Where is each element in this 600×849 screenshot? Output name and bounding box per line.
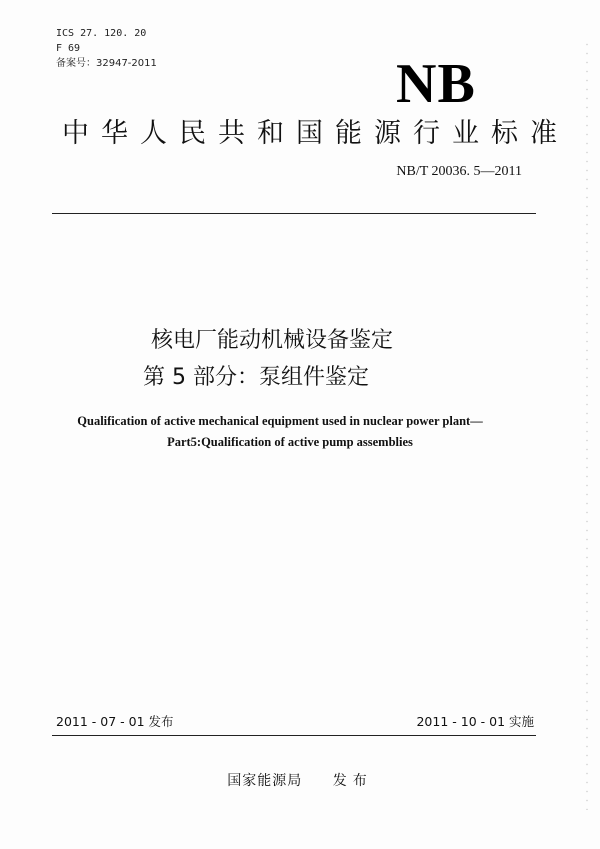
chinese-title-line-1: 核电厂能动机械设备鉴定 <box>150 328 393 353</box>
standard-number: NB/T 20036. 5—2011 <box>396 164 522 179</box>
record-number: 备案号：32947-2011 <box>56 58 157 69</box>
nb-logo: NB <box>396 53 476 115</box>
scan-edge-dots <box>584 40 590 810</box>
issue-date: 2011 - 07 - 01 发布 <box>56 714 174 729</box>
issuer-line <box>0 772 600 790</box>
chinese-title-line-2: 第 5 部分：泵组件鉴定 <box>143 365 369 390</box>
ics-code: ICS 27. 120. 20 <box>56 28 147 39</box>
footer-divider <box>52 735 536 736</box>
header-divider <box>52 213 536 214</box>
issuing-organization: 国家能源局 <box>227 773 303 789</box>
english-title-line-2: Part5:Qualification of active pump assemblies <box>167 435 413 449</box>
ccs-code: F 69 <box>56 43 81 54</box>
issue-action: 发布 <box>332 773 373 789</box>
standard-category-title: 中华人民共和国能源行业标准 <box>62 118 569 149</box>
english-title-line-1: Qualification of active mechanical equipment used in nuclear power plant— <box>77 414 483 428</box>
implementation-date: 2011 - 10 - 01 实施 <box>416 714 534 729</box>
